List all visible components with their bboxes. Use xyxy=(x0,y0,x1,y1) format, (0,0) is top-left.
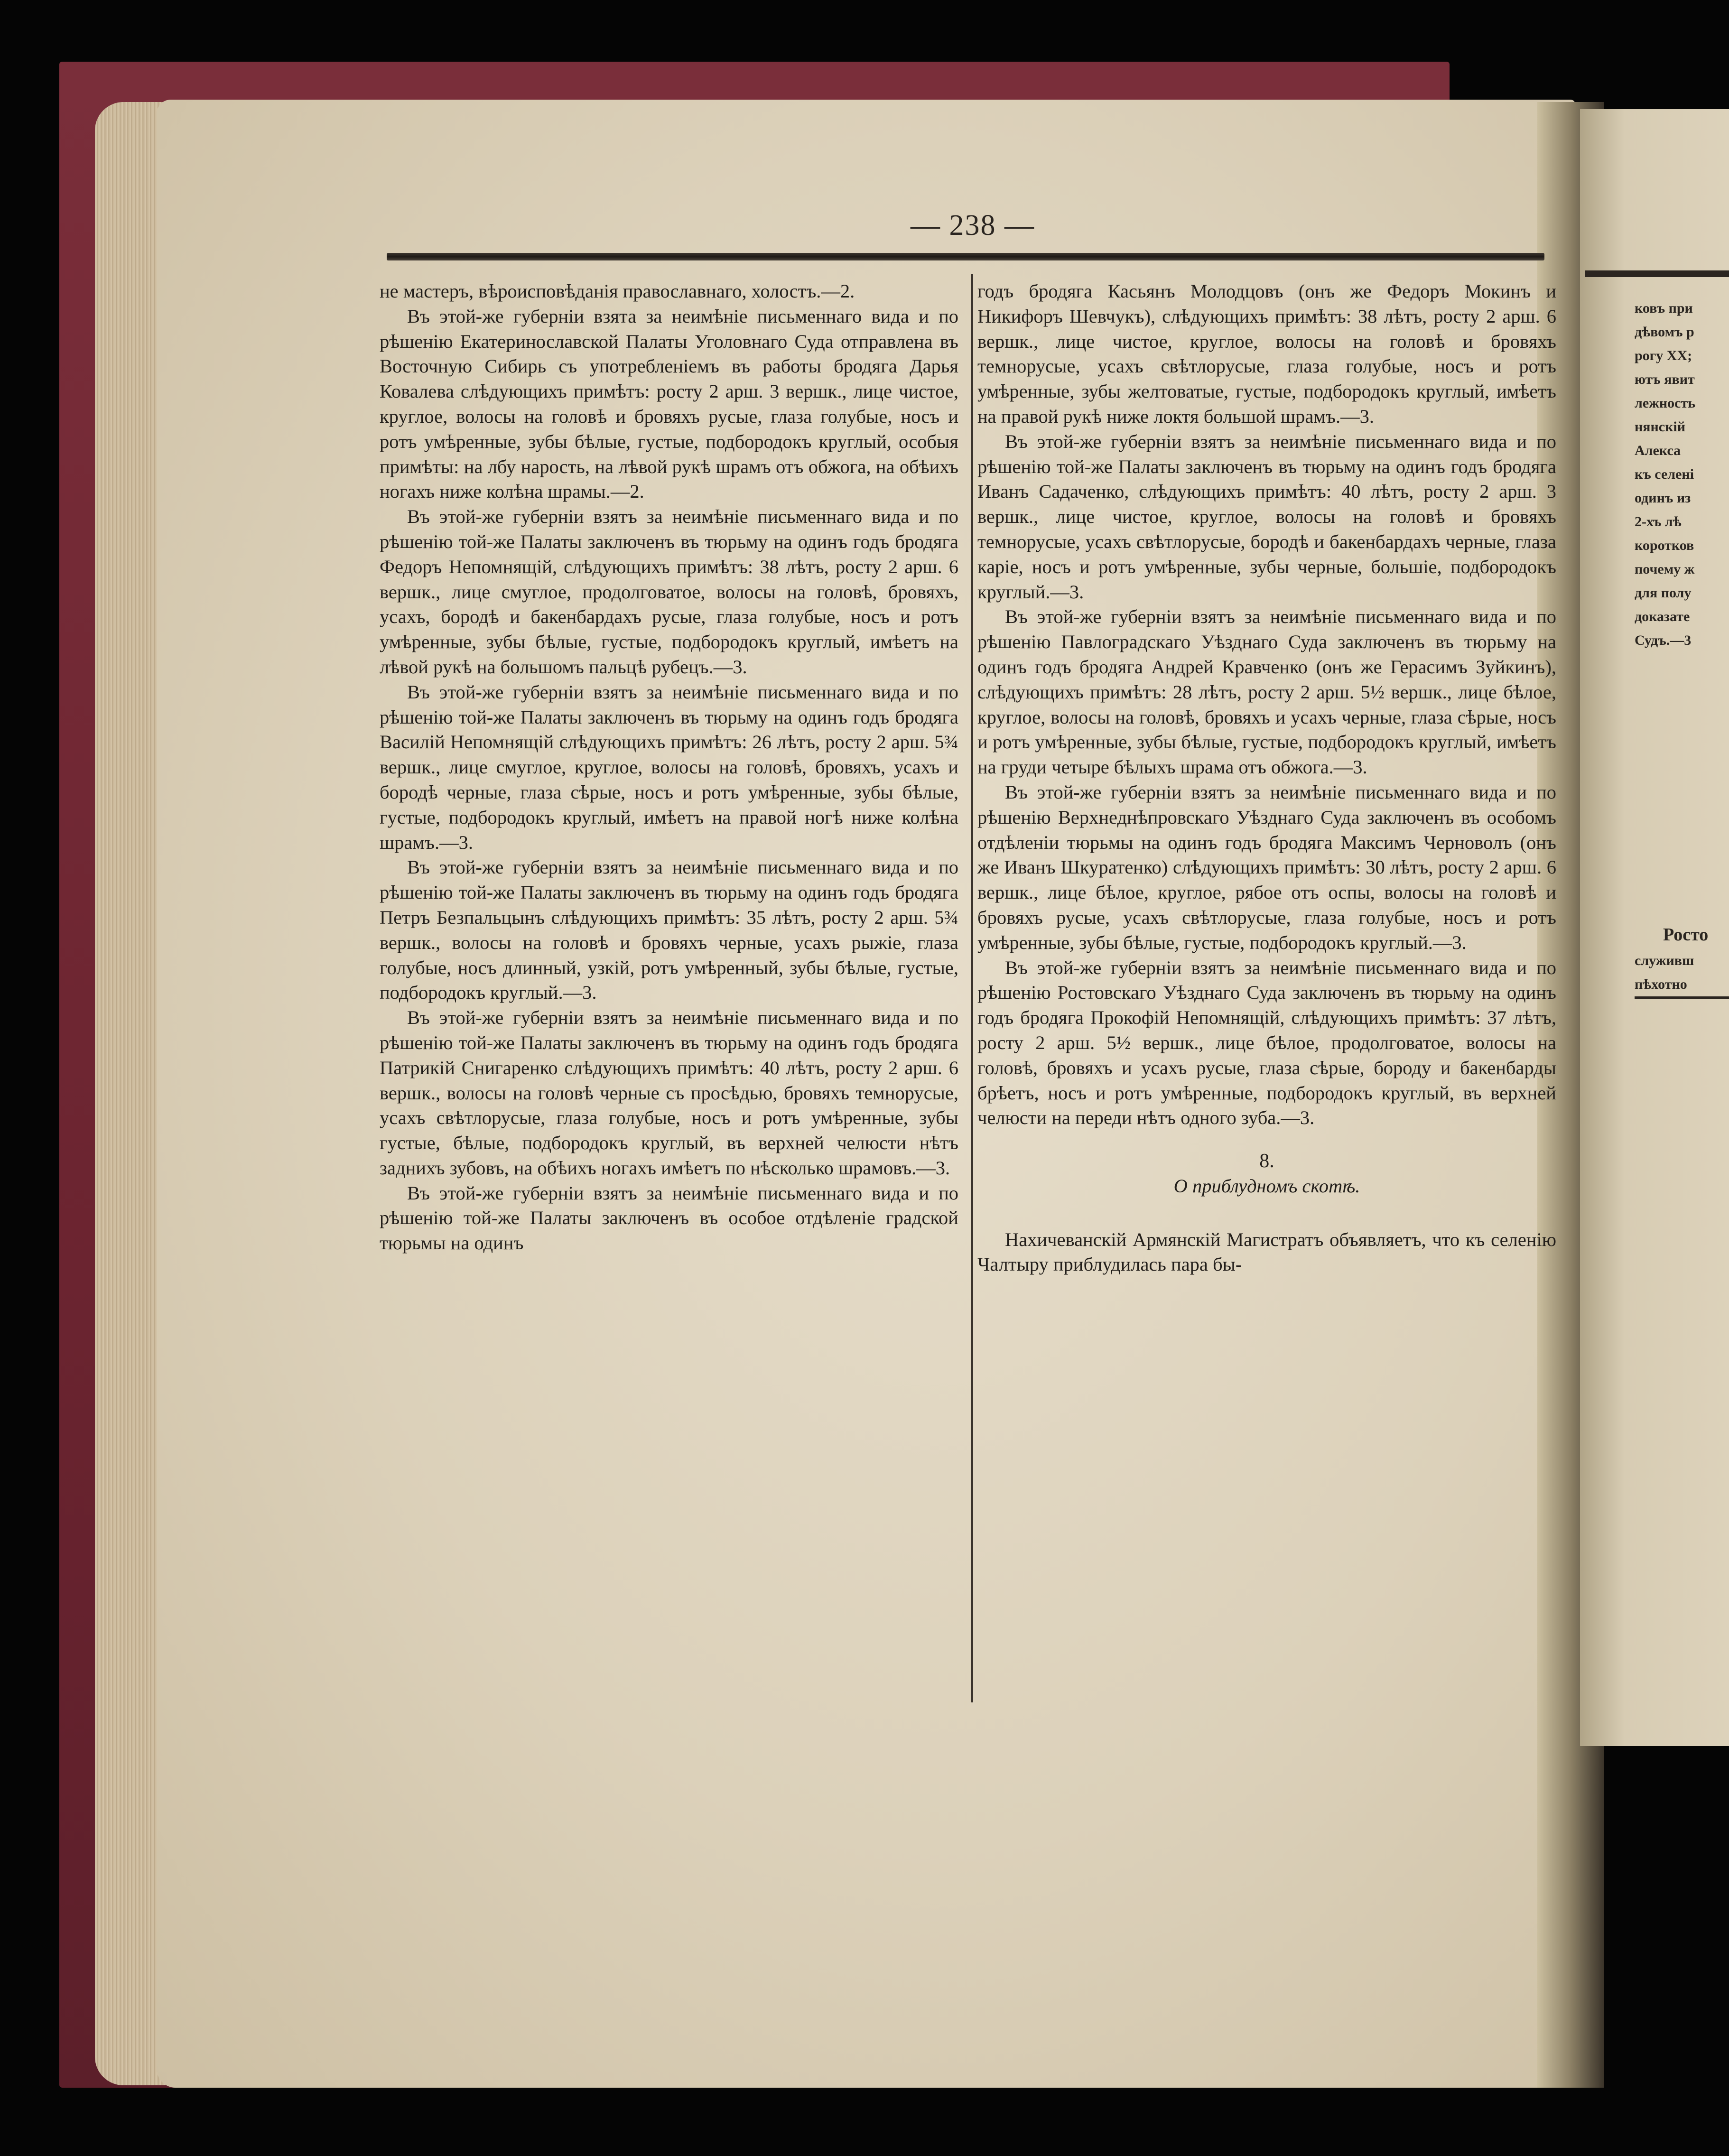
right-column xyxy=(977,279,1556,1277)
next-page-heading-line: служивш xyxy=(1635,953,1694,968)
paragraph: Въ этой-же губерніи взята за неимѣніе письменнаго вида и по рѣшенію Екатеринославской Палаты Уголовнаго Суда отправлена въ Восточную Сибирь съ употребленіемъ въ работы бродяга Дарья Ковалева слѣдующихъ примѣтъ: росту 2 арш. 3 вершк., лице чистое, круглое, волосы на головѣ и бровяхъ русые, глаза голубые, носъ и ротъ умѣренные, зубы бѣлые, густые, подбородокъ круглый, особыя примѣты: на лбу нарость, на лѣвой рукѣ шрамъ отъ обжога, на обѣихъ ногахъ ниже колѣна шрамы.—2. xyxy=(380,305,958,502)
next-page-line: дѣвомъ р xyxy=(1635,324,1694,340)
next-page-line: ковъ при xyxy=(1635,300,1693,316)
next-page-line: Алекса xyxy=(1635,443,1681,458)
paragraph: Въ этой-же губерніи взятъ за неимѣніе письменнаго вида и по рѣшенію Верхнеднѣпровскаго Уѣзднаго Суда заключенъ въ особомъ отдѣленіи тюрьмы на одинъ годъ бродяга Максимъ Черноволъ (онъ же Иванъ Шкуратенко) слѣдующихъ примѣтъ: 30 лѣтъ, росту 2 арш. 6 вершк., лице бѣлое, круглое, рябое отъ оспы, волосы на головѣ и бровяхъ русые, усахъ свѣтлорусые, глаза голубые, носъ и ротъ умѣренные, зубы бѣлые, густые, подбородокъ круглый.—3. xyxy=(977,781,1556,953)
next-page-line: Судъ.—3 xyxy=(1635,632,1692,648)
next-page-line: къ селені xyxy=(1635,466,1694,482)
next-page-heading: Росто xyxy=(1663,925,1709,945)
paragraph: Въ этой-же губерніи взятъ за неимѣніе письменнаго вида и по рѣшенію той-же Палаты заключенъ въ тюрьму на одинъ годъ бродяга Иванъ Садаченко, слѣдующихъ примѣтъ: 40 лѣтъ, росту 2 арш. 3 вершк., лице чистое, круглое, волосы на головѣ и бровяхъ темнорусые, усахъ свѣтлорусые, бородѣ и бакенбардахъ черные, глаза каріе, носъ и ротъ умѣренные, зубы черные, большіе, подбородокъ круглый.—3. xyxy=(977,430,1556,603)
paragraph: Въ этой-же губерніи взятъ за неимѣніе письменнаго вида и по рѣшенію той-же Палаты заключенъ въ тюрьму на одинъ годъ бродяга Василій Непомнящій слѣдующихъ примѣтъ: 26 лѣтъ, росту 2 арш. 5¾ вершк., лице смуглое, круглое, волосы на головѣ, бровяхъ, усахъ и бородѣ черные, глаза сѣрые, носъ и ротъ умѣренные, зубы бѣлые, густые, подбородокъ круглый, имѣетъ на правой ногѣ ниже колѣна шрамъ.—3. xyxy=(380,681,958,853)
paragraph: Въ этой-же губерніи взятъ за неимѣніе письменнаго вида и по рѣшенію Ростовскаго Уѣзднаго Суда заключенъ въ тюрьму на одинъ годъ бродяга Прокофій Непомнящій, слѣдующихъ примѣтъ: 37 лѣтъ, росту 2 арш. 5½ вершк., лице бѣлое, продолговатое, волосы на головѣ, бровяхъ и усахъ русые, глаза сѣрые, бороду и бакенбарды брѣетъ, носъ и ротъ умѣренные, подбородокъ круглый, въ верхней челюсти на переди нѣтъ одного зуба.—3. xyxy=(977,957,1556,1129)
paragraph: Въ этой-же губерніи взятъ за неимѣніе письменнаго вида и по рѣшенію той-же Палаты заключенъ въ тюрьму на одинъ годъ бродяга Патрикій Снигаренко слѣдующихъ примѣтъ: 40 лѣтъ, росту 2 арш. 6 вершк., волосы на головѣ черные съ просѣдью, бровяхъ темнорусые, усахъ свѣтлорусые, глаза голубые, носъ и ротъ умѣренные, зубы густые, бѣлые, подбородокъ круглый, въ верхней челюсти нѣтъ заднихъ зубовъ, на обѣихъ ногахъ имѣетъ по нѣсколько шрамовъ.—3. xyxy=(380,1007,958,1179)
section-title: О приблудномъ скотѣ. xyxy=(1173,1175,1360,1197)
next-page-section-rule xyxy=(1635,996,1729,999)
left-column xyxy=(380,279,958,1256)
paragraph: годъ бродяга Касьянъ Молодцовъ (онъ же Федоръ Мокинъ и Никифоръ Шевчукъ), слѣдующихъ примѣтъ: 38 лѣтъ, росту 2 арш. 6 вершк., лице чистое, круглое, волосы на головѣ и бровяхъ темнорусые, усахъ свѣтлорусые, глаза голубые, носъ и ротъ умѣренные, зубы желтоватые, густые, подбородокъ круглый, имѣетъ на правой рукѣ ниже локтя большой шрамъ.—3. xyxy=(977,280,1556,427)
paragraph: Въ этой-же губерніи взятъ за неимѣніе письменнаго вида и по рѣшенію той-же Палаты заключенъ въ особое отдѣленіе градской тюрьмы на одинъ xyxy=(380,1182,958,1254)
next-page-line: 2-хъ лѣ xyxy=(1635,514,1682,530)
next-page-line: для полу xyxy=(1635,585,1692,601)
next-page-top-rule xyxy=(1585,270,1729,277)
next-page-line: одинъ из xyxy=(1635,490,1691,506)
next-page-line: рогу XX; xyxy=(1635,348,1692,363)
section-spacer xyxy=(977,1199,1556,1227)
header-rule xyxy=(387,253,1544,260)
paragraph: Въ этой-же губерніи взятъ за неимѣніе письменнаго вида и по рѣшенію той-же Палаты заключенъ въ тюрьму на одинъ годъ бродяга Петръ Безпальцынъ слѣдующихъ примѣтъ: 35 лѣтъ, росту 2 арш. 5¾ вершк., волосы на головѣ и бровяхъ черные, усахъ рыжіе, глаза голубые, носъ длинный, узкій, ротъ умѣренный, зубы бѣлые, густые, подбородокъ круглый.—3. xyxy=(380,856,958,1004)
next-page-line: ютъ явит xyxy=(1635,372,1695,387)
next-page-heading-line: пѣхотно xyxy=(1635,976,1687,992)
next-page-line: нянскій xyxy=(1635,419,1686,435)
next-page-line: почему ж xyxy=(1635,561,1695,577)
paragraph: Въ этой-же губерніи взятъ за неимѣніе письменнаго вида и по рѣшенію Павлоградскаго Уѣзднаго Суда заключенъ въ тюрьму на одинъ годъ бродяга Андрей Кравченко (онъ же Герасимъ Зуйкинъ), слѣдующихъ примѣтъ: 28 лѣтъ, росту 2 арш. 5½ вершк., лице бѣлое, круглое, волосы на головѣ, бровяхъ и усахъ черные, глаза сѣрые, носъ и ротъ умѣренные, зубы бѣлые, густые, подбородокъ круглый, имѣетъ на груди четыре бѣлыхъ шрама отъ обжога.—3. xyxy=(977,606,1556,778)
column-divider xyxy=(971,274,973,1702)
next-page-line: доказате xyxy=(1635,609,1690,624)
section-number: 8. xyxy=(1259,1150,1274,1172)
paragraph: Въ этой-же губерніи взятъ за неимѣніе письменнаго вида и по рѣшенію той-же Палаты заключенъ въ тюрьму на одинъ годъ бродяга Федоръ Непомнящій, слѣдующихъ примѣтъ: 38 лѣтъ, росту 2 арш. 6 вершк., лице смуглое, продолговатое, волосы на головѣ, бровяхъ, усахъ, бородѣ и бакенбардахъ русые, глаза голубые, носъ и ротъ умѣренные, зубы бѣлые, густые, подбородокъ круглый, имѣетъ на лѣвой рукѣ на большомъ пальцѣ рубецъ.—3. xyxy=(380,506,958,678)
next-page-line: лежность xyxy=(1635,395,1696,411)
page-number: — 238 — xyxy=(911,209,1035,242)
next-page-line: коротков xyxy=(1635,538,1694,553)
section-body: Нахичеванскій Армянскій Магистратъ объявляетъ, что къ селенію Чалтыру приблудилась пара бы- xyxy=(977,1228,1556,1275)
paragraph: не мастеръ, вѣроисповѣданія православнаго, холостъ.—2. xyxy=(380,280,855,302)
next-page-fragment xyxy=(1580,109,1729,1746)
